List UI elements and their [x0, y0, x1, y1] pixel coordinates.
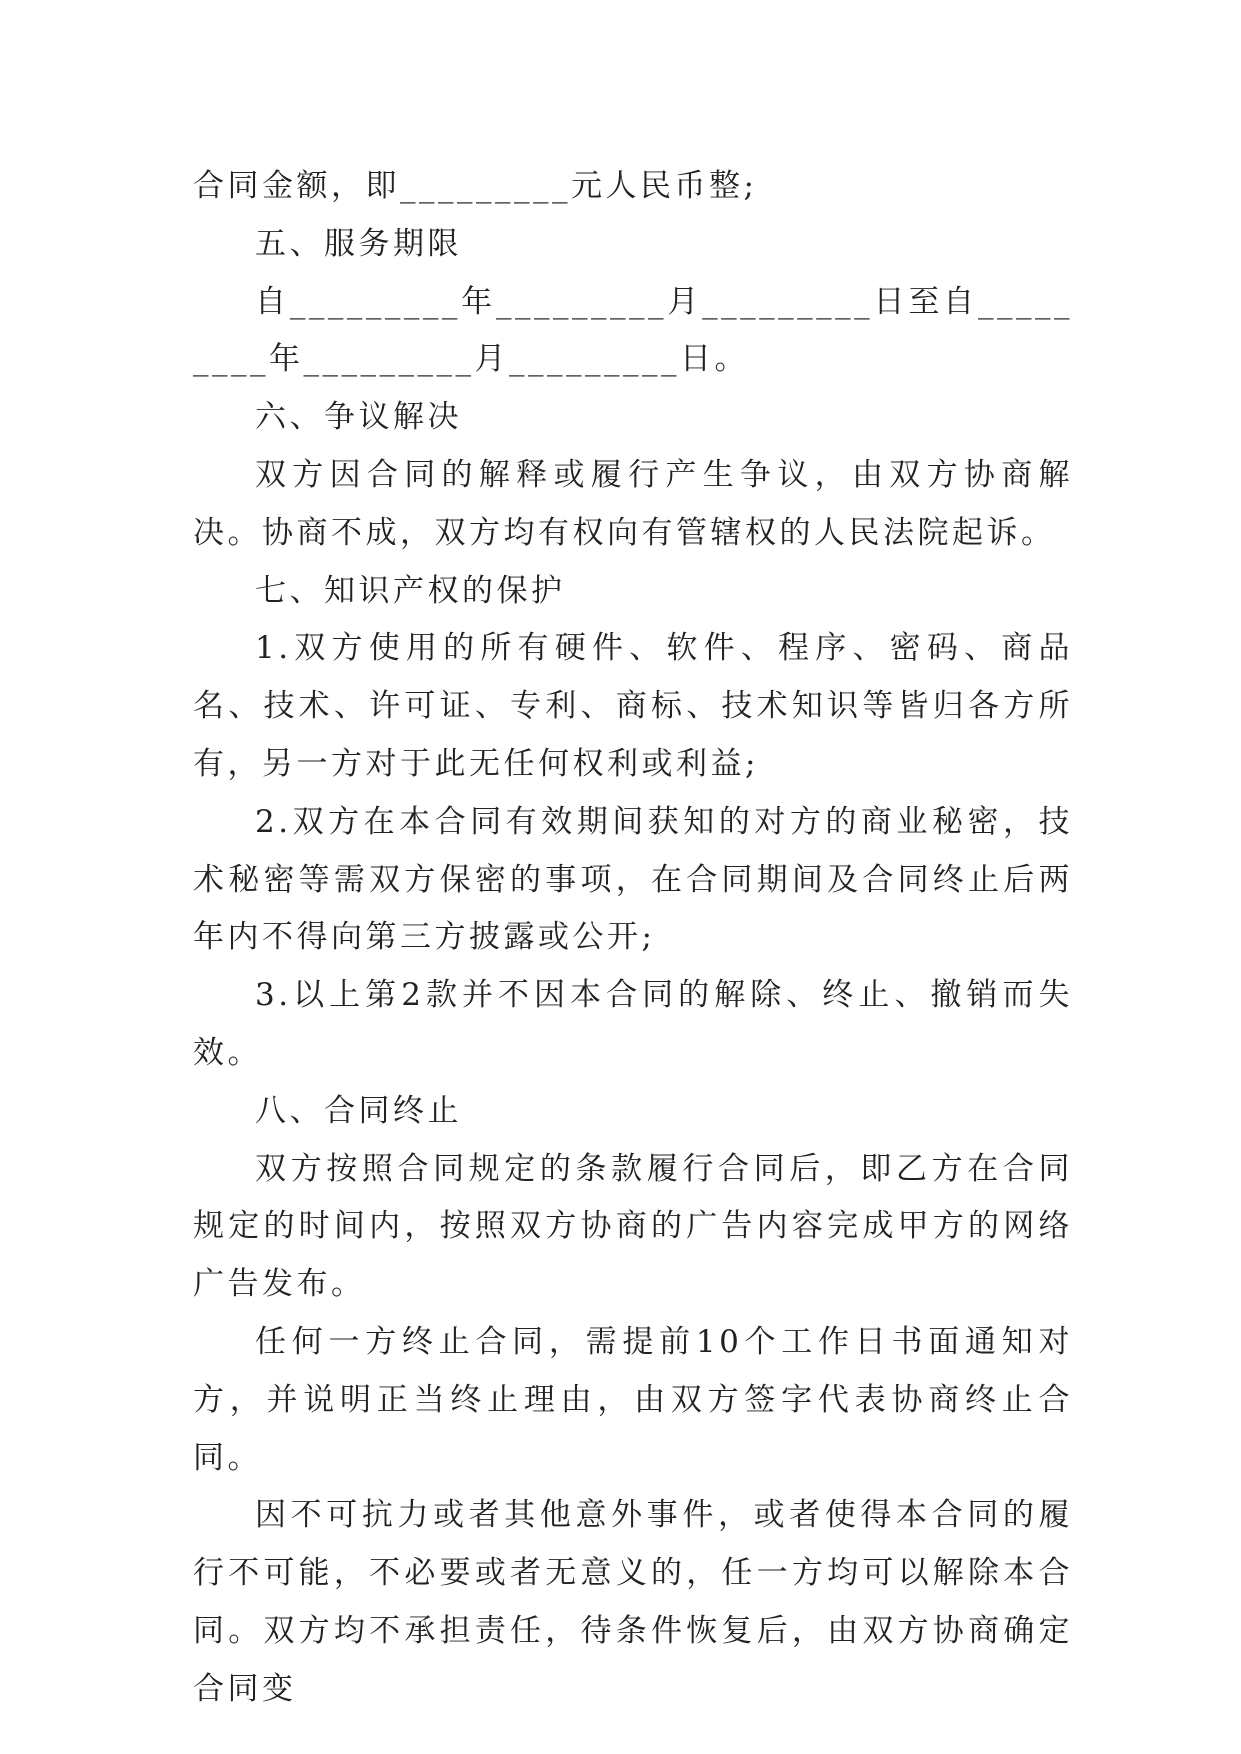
section-6-body: 双方因合同的解释或履行产生争议，由双方协商解决。协商不成，双方均有权向有管辖权的人民法院起诉。 [193, 456, 1073, 551]
section-8-paragraph-2: 任何一方终止合同，需提前10个工作日书面通知对方，并说明正当终止理由，由双方签字代表协商终止合同。 [193, 1323, 1073, 1476]
section-7-title: 七、知识产权的保护 [255, 572, 566, 609]
section-5-title: 五、服务期限 [255, 225, 462, 262]
section-8-paragraph-3: 因不可抗力或者其他意外事件，或者使得本合同的履行不可能，不必要或者无意义的，任一方均可以解除本合同。双方均不承担责任，待条件恢复后，由双方协商确定合同变 [193, 1497, 1073, 1707]
service-period-line: 自_________年_________月_________日至自_________年_________月_________日。 [193, 283, 1073, 378]
section-6-title: 六、争议解决 [255, 399, 462, 436]
section-8-title: 八、合同终止 [255, 1092, 462, 1129]
amount-line: 合同金额，即_________元人民币整; [193, 168, 758, 204]
section-7-item-1: 1.双方使用的所有硬件、软件、程序、密码、商品名、技术、许可证、专利、商标、技术知识等皆归各方所有，另一方对于此无任何权利或利益; [193, 630, 1073, 782]
document-body [193, 158, 1073, 1719]
section-8-paragraph-1: 双方按照合同规定的条款履行合同后，即乙方在合同规定的时间内，按照双方协商的广告内容完成甲方的网络广告发布。 [193, 1150, 1073, 1303]
section-7-item-3: 3.以上第2款并不因本合同的解除、终止、撤销而失效。 [193, 977, 1073, 1071]
section-7-item-2: 2.双方在本合同有效期间获知的对方的商业秘密，技术秘密等需双方保密的事项，在合同期间及合同终止后两年内不得向第三方披露或公开; [193, 803, 1073, 956]
